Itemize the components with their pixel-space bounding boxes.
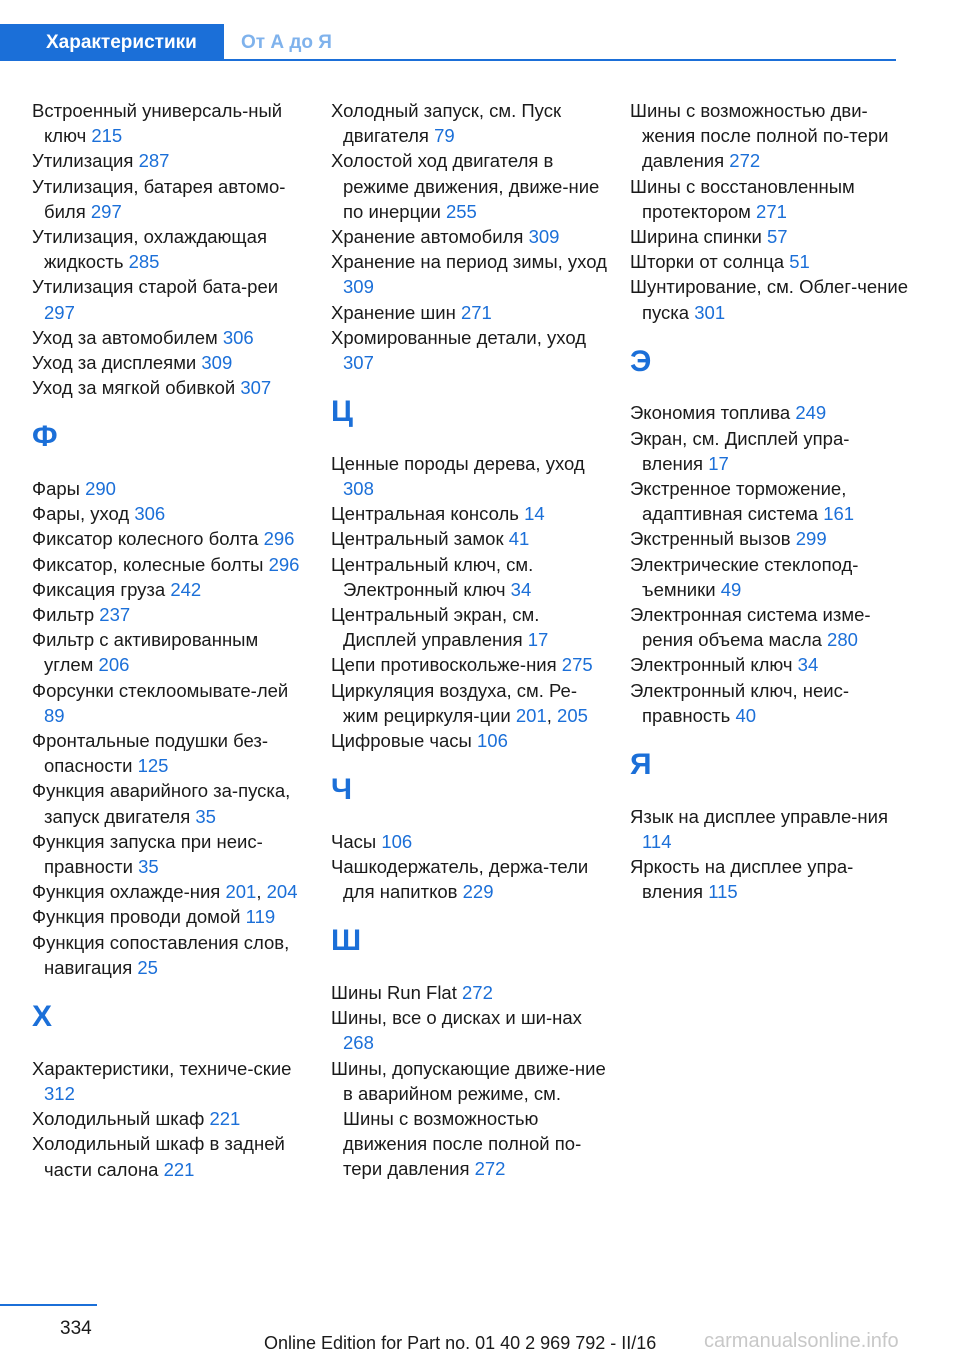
entry-term: Функция сопоставления слов, навигация (32, 931, 290, 978)
page-link[interactable]: 309 (343, 276, 374, 298)
index-entry (32, 904, 312, 929)
entry-term: Фронтальные подушки без-опасности (32, 730, 269, 777)
page-link[interactable]: 275 (561, 654, 593, 676)
entry-term: Утилизация (32, 150, 134, 172)
page-link[interactable]: 115 (708, 881, 738, 903)
entry-term: Шины с возможностью дви-жения после полной по-тери давления (630, 100, 889, 172)
page-link[interactable]: 215 (91, 125, 123, 147)
entry-term: Характеристики, техниче-ские (32, 1057, 292, 1079)
index-column-2 (331, 98, 611, 1182)
entry-term: Центральная консоль (331, 503, 519, 525)
footer-divider (0, 1304, 97, 1306)
entry-term: Фиксатор колесного болта (32, 528, 259, 550)
entry-term: Ширина спинки (630, 226, 762, 248)
entry-term: Шины, допускающие движе-ние в аварийном режиме, см. Шины с возможностью движения после полной по-тери давления (331, 1057, 606, 1180)
entry-term: Уход за автомобилем (32, 326, 218, 348)
entry-term: Функция запуска при неис-правности (32, 830, 263, 878)
index-entry (32, 476, 312, 501)
index-entry (331, 224, 611, 249)
page-link[interactable]: 297 (90, 200, 122, 222)
entry-term: Форсунки стеклоомывате-лей (32, 679, 289, 701)
index-entry (32, 98, 312, 148)
entry-term: Шины с восстановленным протектором (630, 175, 855, 222)
index-entry (331, 728, 611, 753)
entry-term: Утилизация старой бата-реи (32, 276, 279, 298)
entry-term: Уход за дисплеями (32, 352, 197, 374)
page-link[interactable]: 301 (694, 301, 726, 323)
page-link[interactable]: 35 (195, 805, 216, 827)
index-entry (331, 552, 611, 602)
entry-term: Циркуляция воздуха, см. Ре-жим рециркуля-ции (331, 679, 578, 726)
index-entry (32, 728, 312, 778)
page-link[interactable]: 14 (524, 503, 545, 525)
tab-a-to-z[interactable]: От А до Я (241, 32, 332, 53)
index-entry (630, 400, 910, 425)
index-entry (32, 350, 312, 375)
page-link[interactable]: 34 (797, 654, 819, 676)
page-link[interactable]: 307 (240, 377, 272, 399)
entry-term: Хранение автомобиля (331, 226, 524, 248)
section-letter: Ц (331, 395, 353, 429)
page-link[interactable]: 306 (134, 503, 166, 525)
page-link[interactable]: 221 (163, 1158, 195, 1180)
index-entry (630, 249, 910, 274)
page-link[interactable]: 309 (528, 226, 560, 248)
index-entry (32, 552, 312, 577)
index-entry (32, 577, 312, 602)
tab-characteristics[interactable]: Характеристики (0, 24, 224, 61)
page-link[interactable]: 297 (44, 301, 75, 323)
page-link[interactable]: 309 (201, 352, 233, 374)
index-entry (32, 174, 312, 224)
page-link[interactable]: 237 (99, 604, 131, 626)
page-link[interactable]: 125 (137, 755, 169, 777)
index-entry (32, 501, 312, 526)
entry-term: Фильтр с активированным углем (32, 629, 259, 676)
index-entry (331, 829, 611, 854)
page-link[interactable]: 296 (268, 553, 300, 575)
page-link[interactable]: 79 (434, 125, 455, 147)
index-entry (331, 652, 611, 677)
index-entry (32, 325, 312, 350)
section-letter: Х (32, 1000, 53, 1034)
page-link[interactable]: 242 (170, 578, 202, 600)
page-link[interactable]: 290 (85, 478, 116, 500)
entry-term: Холостой ход двигателя в режиме движения, движе-ние по инерции (331, 150, 600, 222)
page-link[interactable]: 106 (477, 730, 508, 752)
index-entry (32, 602, 312, 627)
page-link[interactable]: 25 (137, 956, 158, 978)
entry-term: Функция аварийного за-пуска, запуск двигателя (32, 780, 291, 827)
page-link[interactable]: 287 (138, 150, 170, 172)
page-link[interactable]: 49 (720, 578, 742, 600)
index-entry (32, 829, 312, 879)
index-entry (32, 627, 312, 677)
index-entry (630, 526, 910, 551)
index-entry (630, 98, 910, 174)
entry-term: Фиксация груза (32, 578, 166, 600)
section-letter: Ш (331, 924, 362, 958)
entry-term: Фиксатор, колесные болты (32, 553, 264, 575)
page-link[interactable]: 119 (245, 906, 276, 928)
index-entry (331, 1005, 611, 1055)
section-letter: Я (630, 748, 652, 782)
page-link[interactable]: 272 (729, 150, 761, 172)
page-link[interactable]: 271 (460, 301, 492, 323)
index-entry (32, 930, 312, 980)
page-link[interactable]: 296 (263, 528, 295, 550)
page-link[interactable]: 106 (381, 830, 413, 852)
page-number: 334 (60, 1318, 92, 1339)
entry-term: Утилизация, охлаждающая жидкость (32, 226, 267, 273)
index-entry (630, 804, 910, 854)
entry-term: Шины Run Flat (331, 982, 457, 1004)
entry-term: Часы (331, 830, 377, 852)
page-link[interactable]: 271 (756, 200, 787, 222)
index-entry (32, 148, 312, 173)
page-link[interactable]: 306 (222, 326, 254, 348)
entry-term: Холодильный шкаф в задней части салона (32, 1133, 285, 1180)
index-entry (630, 224, 910, 249)
index-entry (32, 375, 312, 400)
index-entry: Функция охлажде-ния 201, 204 (32, 881, 298, 903)
section-letter: Э (630, 344, 652, 378)
entry-term: Холодный запуск, см. Пуск двигателя (331, 100, 562, 147)
entry-term: Экран, см. Дисплей упра-вления (630, 427, 850, 474)
page-link[interactable]: 308 (343, 478, 374, 500)
entry-term: Фары, уход (32, 503, 130, 525)
page-link[interactable]: 272 (462, 982, 493, 1004)
index-column-3 (630, 98, 910, 904)
page-link[interactable]: 205 (557, 704, 588, 726)
index-entry (630, 652, 910, 677)
index-entry (32, 778, 312, 828)
index-entry (331, 300, 611, 325)
page-link[interactable]: 312 (44, 1082, 75, 1104)
page-link[interactable]: 89 (44, 704, 65, 726)
page-link[interactable]: 272 (474, 1158, 506, 1180)
page-link[interactable]: 299 (795, 528, 827, 550)
index-entry (331, 980, 611, 1005)
page-link[interactable]: 201 (515, 704, 547, 726)
entry-term: Цепи противоскольже-ния (331, 654, 557, 676)
page-header (0, 0, 960, 62)
entry-term: Уход за мягкой обивкой (32, 377, 236, 399)
entry-term: Экстренное торможение, адаптивная система (630, 478, 847, 525)
page-link[interactable]: 201 (225, 881, 257, 903)
section-letter: Ф (32, 420, 58, 454)
entry-term: Электронный ключ, неис-правность (630, 679, 850, 726)
page-link[interactable]: 41 (508, 528, 530, 550)
entry-term: Центральный ключ, см. Электронный ключ (331, 553, 534, 600)
entry-term: Цифровые часы (331, 730, 472, 752)
index-entry: Циркуляция воздуха, см. Ре-жим рециркуля-ции 201, 205 (331, 679, 588, 726)
index-entry (331, 501, 611, 526)
entry-term: Фильтр (32, 604, 95, 626)
entry-term: Фары (32, 478, 80, 500)
index-entry (630, 274, 910, 324)
page-link[interactable]: 268 (343, 1032, 374, 1054)
index-entry (32, 1106, 312, 1131)
page-link[interactable]: 229 (462, 881, 494, 903)
page-link[interactable]: 255 (445, 200, 477, 222)
page-link[interactable]: 221 (209, 1108, 241, 1130)
page-link[interactable]: 161 (823, 503, 855, 525)
page-link[interactable]: 204 (266, 881, 298, 903)
index-entry (32, 678, 312, 728)
index-entry (331, 451, 611, 501)
index-entry (32, 224, 312, 274)
entry-term: Яркость на дисплее упра-вления (630, 856, 854, 903)
entry-term: Экономия топлива (630, 402, 791, 424)
index-entry (331, 98, 611, 148)
index-entry (331, 854, 611, 904)
index-entry (32, 1056, 312, 1106)
page-link[interactable]: 285 (128, 251, 160, 273)
entry-term: Электронный ключ (630, 654, 793, 676)
entry-term: Функция проводи домой (32, 906, 241, 928)
index-entry (331, 148, 611, 224)
page-link[interactable]: 17 (527, 629, 549, 651)
index-entry (331, 325, 611, 375)
entry-term: Встроенный универсаль-ный ключ (32, 100, 283, 147)
page-link[interactable]: 35 (138, 856, 159, 878)
entry-term: Хранение на период зимы, уход (331, 251, 607, 273)
index-entry (331, 602, 611, 652)
index-entry (331, 1056, 611, 1182)
entry-term: Центральный замок (331, 528, 504, 550)
watermark: carmanualsonline.info (704, 1330, 899, 1352)
index-entry (630, 426, 910, 476)
index-entry (630, 476, 910, 526)
index-entry (630, 854, 910, 904)
entry-term: Утилизация, батарея автомо-биля (32, 175, 286, 222)
section-letter: Ч (331, 773, 353, 807)
entry-term: Шины, все о дисках и ши-нах (331, 1007, 582, 1029)
page-link[interactable]: 307 (343, 352, 374, 374)
entry-term: Шунтирование, см. Облег-чение пуска (630, 276, 908, 323)
index-entry (32, 526, 312, 551)
page-link[interactable]: 206 (98, 654, 130, 676)
entry-term: Функция охлажде-ния (32, 881, 221, 903)
index-entry (630, 602, 910, 652)
index-entry (630, 552, 910, 602)
page-link[interactable]: 249 (795, 402, 827, 424)
page-link[interactable]: 40 (735, 704, 757, 726)
page-link[interactable]: 34 (510, 578, 532, 600)
page-link[interactable]: 51 (789, 251, 810, 273)
entry-term: Шторки от солнца (630, 251, 785, 273)
entry-term: Электронная система изме-рения объема масла (630, 604, 871, 651)
page-link[interactable]: 17 (708, 452, 729, 474)
entry-term: Чашкодержатель, держа-тели для напитков (331, 856, 589, 903)
entry-term: Электрические стеклопод-ъемники (630, 553, 859, 600)
entry-term: Хранение шин (331, 301, 456, 323)
entry-term: Хромированные детали, уход (331, 326, 587, 348)
entry-term: Ценные породы дерева, уход (331, 452, 585, 474)
index-column-1 (32, 98, 312, 1182)
entry-term: Экстренный вызов (630, 528, 791, 550)
header-divider (224, 59, 896, 61)
index-entry (331, 526, 611, 551)
entry-term: Центральный экран, см. Дисплей управления (331, 604, 540, 651)
entry-term: Холодильный шкаф (32, 1108, 205, 1130)
page-link[interactable]: 57 (766, 226, 788, 248)
edition-note: Online Edition for Part no. 01 40 2 969 792 - II/16 (264, 1333, 657, 1353)
page-link[interactable]: 280 (827, 629, 858, 651)
index-entry (331, 249, 611, 299)
index-entry (630, 678, 910, 728)
index-entry (32, 1131, 312, 1181)
entry-term: Язык на дисплее управле-ния (630, 805, 888, 827)
index-entry (32, 274, 312, 324)
index-entry (630, 174, 910, 224)
page-link[interactable]: 114 (642, 830, 672, 852)
